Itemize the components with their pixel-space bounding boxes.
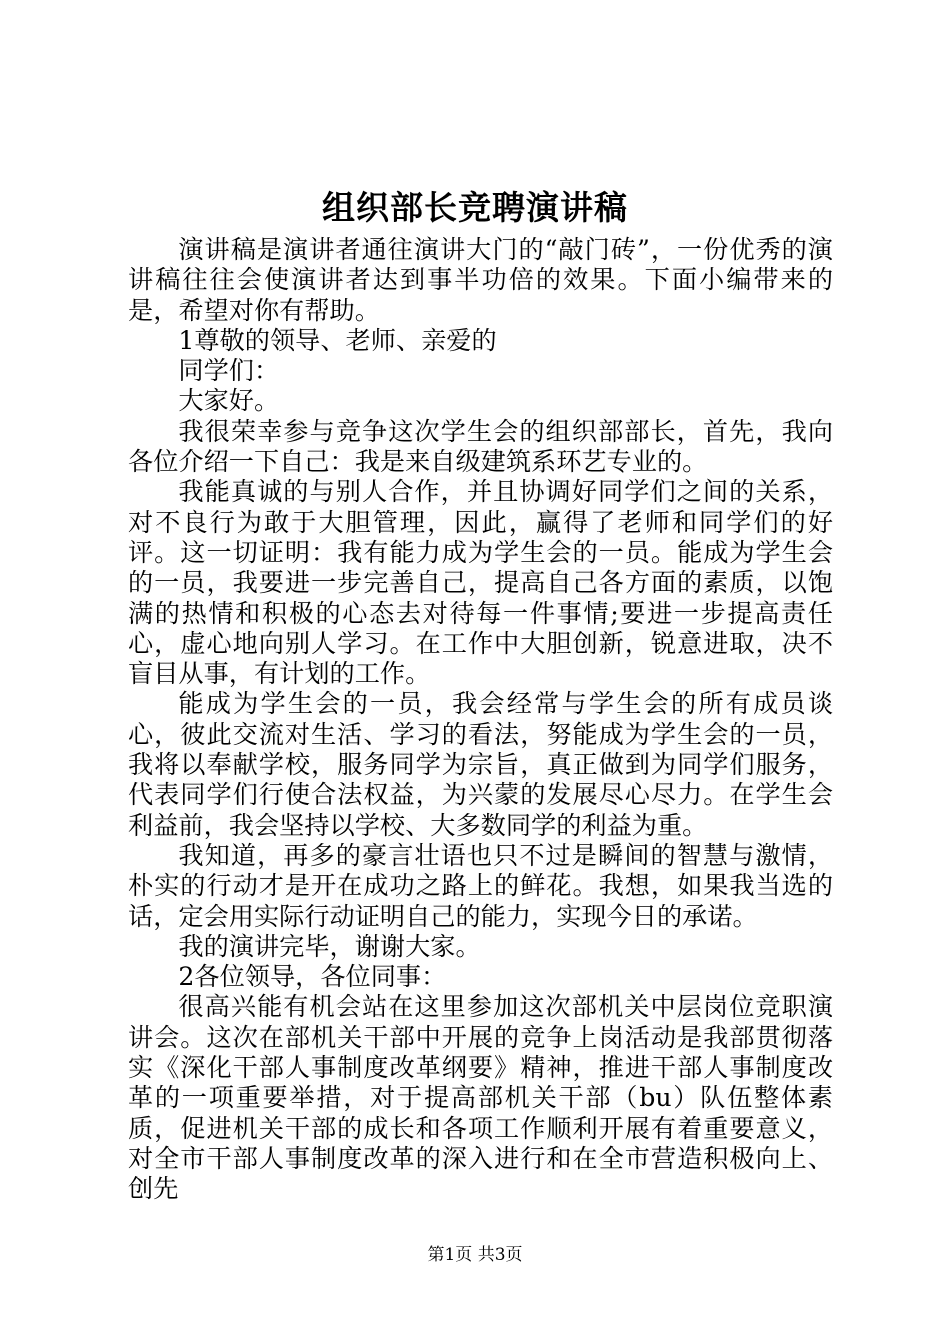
paragraph-intro: 演讲稿是演讲者通往演讲大门的“敲门砖”，一份优秀的演讲稿往往会使演讲者达到事半功倍的效果。下面小编带来的是，希望对你有帮助。 <box>128 235 833 325</box>
paragraph-abilities: 我能真诚的与别人合作，并且协调好同学们之间的关系，对不良行为敢于大胆管理，因此，赢得了老师和同学们的好评。这一切证明：我有能力成为学生会的一员。能成为学生会的一员，我要进一步完善自己，提高自己各方面的素质，以饱满的热情和积极的心态去对待每一件事情;要进一步提高责任心，虚心地向别人学习。在工作中大胆创新，锐意进取，决不盲目从事，有计划的工作。 <box>128 477 833 689</box>
paragraph-self-intro: 我很荣幸参与竞争这次学生会的组织部部长，首先，我向各位介绍一下自己：我是来自级建筑系环艺专业的。 <box>128 416 833 477</box>
document-title: 组织部长竞聘演讲稿 <box>322 188 628 227</box>
paragraph-closing: 我的演讲完毕，谢谢大家。 <box>178 931 481 961</box>
paragraph-promise: 我知道，再多的豪言壮语也只不过是瞬间的智慧与激情，朴实的行动才是开在成功之路上的鲜花。我想，如果我当选的话，定会用实际行动证明自己的能力，实现今日的承诺。 <box>128 840 833 931</box>
paragraph-greeting: 大家好。 <box>178 386 280 416</box>
paragraph-speech-2-salutation: 2各位领导，各位同事： <box>178 962 447 992</box>
document-body <box>128 235 833 1205</box>
paragraph-speech-2-body: 很高兴能有机会站在这里参加这次部机关中层岗位竞职演讲会。这次在部机关干部中开展的竞争上岗活动是我部贯彻落实《深化干部人事制度改革纲要》精神，推进干部人事制度改革的一项重要举措，对于提高部机关干部（bu）队伍整体素质，促进机关干部的成长和各项工作顺利开展有着重要意义，对全市干部人事制度改革的深入进行和在全市营造积极向上、创先 <box>128 992 833 1204</box>
paragraph-commitment: 能成为学生会的一员，我会经常与学生会的所有成员谈心，彼此交流对生活、学习的看法，努能成为学生会的一员，我将以奉献学校，服务同学为宗旨，真正做到为同学们服务，代表同学们行使合法权益，为兴蒙的发展尽心尽力。在学生会利益前，我会坚持以学校、大多数同学的利益为重。 <box>128 689 833 840</box>
page-number: 第1页 共3页 <box>427 1245 523 1265</box>
paragraph-salutation-2: 同学们： <box>178 356 280 386</box>
paragraph-salutation-1: 1尊敬的领导、老师、亲爱的 <box>178 325 497 355</box>
